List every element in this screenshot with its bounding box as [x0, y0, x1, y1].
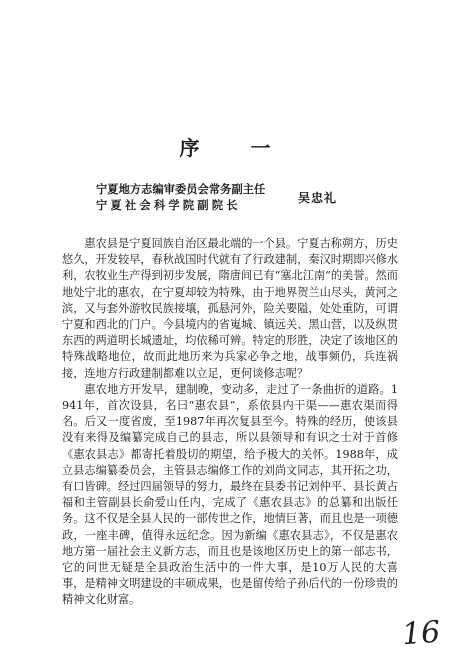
paragraph-2: 惠农地方开发早，建制晚，变动多，走过了一条曲折的道路。1941年，首次设县，名曰“惠农县”，系依县内干渠——惠农渠而得名。后又一度省废，至1987年再次复县至今。特殊的经历，使该县没有来得及编纂完成自己的县志，所以县领导和有识之士对于首修《惠农县志》都寄托着殷切的期望，给予极大的关怀。1988年，成立县志编纂委员会，主管县志编修工作的刘尚文同志，其开拓之功，有口皆碑。经过四届领导的努力，最终在县委书记刘仲平、县长黄占福和主管副县长俞爱山任内，完成了《惠农县志》的总纂和出版任务。这不仅是全县人民的一部传世之作，地情巨著，而且也是一项德政，一座丰碑，值得永远纪念。因为新编《惠农县志》，不仅是惠农地方第一届社会主义新方志，而且也是该地区历史上的第一部志书，它的问世无疑是全县政治生活中的一件大事，是10万人民的大喜事，是精神文明建设的丰硕成果，也是留传给子孙后代的一份珍贵的精神文化财富。 [62, 382, 398, 607]
author-role-2: 宁夏社会科学院副院长 [96, 198, 241, 212]
preface-body [62, 236, 398, 609]
author-byline [96, 181, 396, 213]
author-name: 吴忠礼 [298, 191, 338, 205]
handwritten-page-number: 16 [400, 614, 442, 653]
preface-title: 序 一 [179, 136, 293, 160]
paragraph-1: 惠农县是宁夏回族自治区最北端的一个县。宁夏古称朔方，历史悠久，开发较早，春秋战国时代就有了行政建制，秦汉时期即兴修水利，农牧业生产得到初步发展，隋唐间已有“塞北江南”的美誉。然而地处宁北的惠农，在宁夏却较为特殊，由于地界贺兰山尽头，黄河之滨，又与套外游牧民族接壤，孤悬河外，险关要隘，处处重防，可谓宁夏和西北的门户。今县境内的省嵬城、镇远关、黑山营，以及纵贯东西的两道明长城遗址，均依稀可辨。特定的形胜，决定了该地区的特殊战略地位，故而此地历来为兵家必争之地，战事频仍，兵连祸接，连地方行政建制都难以立足，更何谈修志呢？ [62, 237, 398, 380]
author-role-1: 宁夏地方志编审委员会常务副主任 [96, 182, 266, 196]
